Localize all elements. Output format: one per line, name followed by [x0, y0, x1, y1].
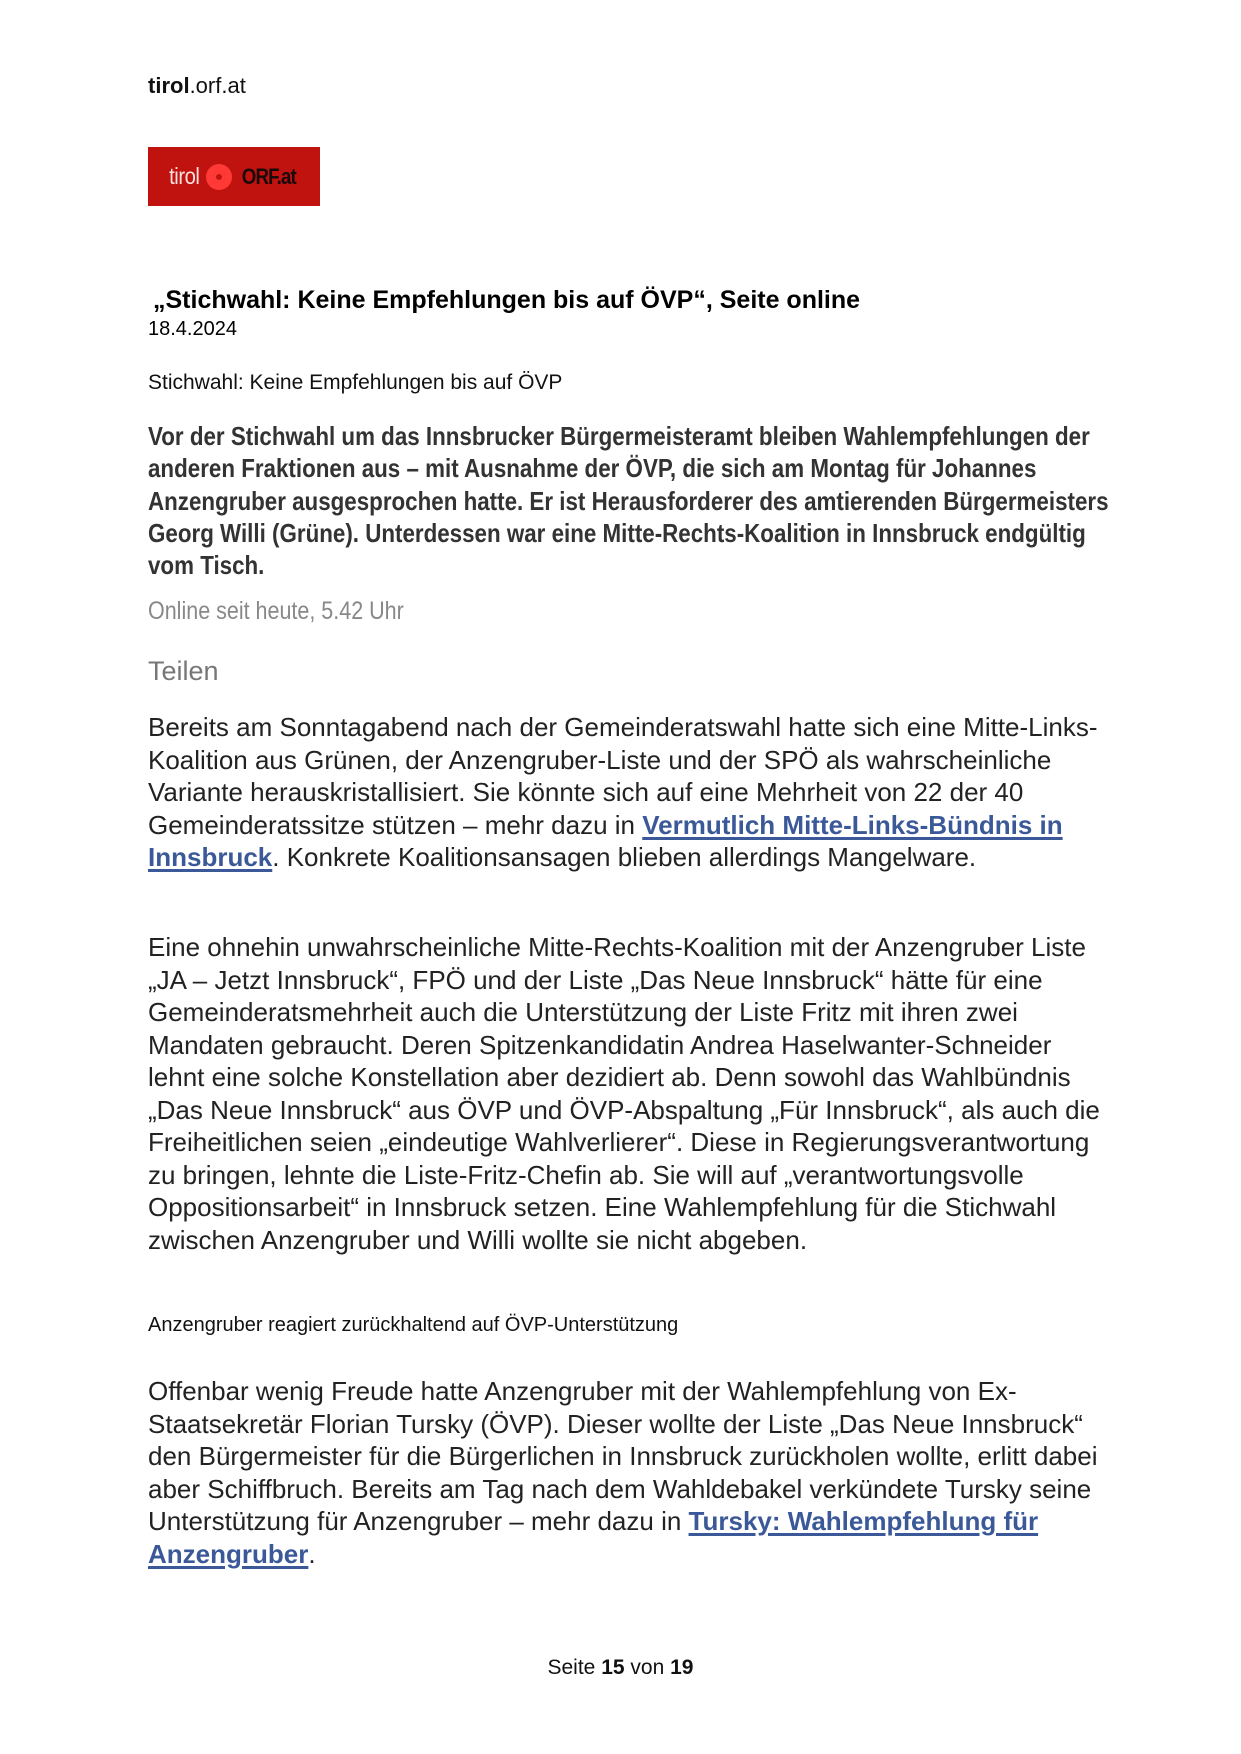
tirol-orf-logo: [148, 147, 320, 206]
footer-current-page: 15: [601, 1656, 625, 1679]
site-label-bold: tirol: [148, 73, 190, 98]
footer-of-word: von: [630, 1656, 665, 1679]
footer-total-pages: 19: [670, 1656, 694, 1679]
link-tursky-wahlempfehlung[interactable]: Tursky: Wahlempfehlung für Anzengruber: [148, 1506, 1039, 1569]
paragraph-2: Eine ohnehin unwahrscheinliche Mitte-Rechts-Koalition mit der Anzengruber Liste „JA – Jetzt Innsbruck“, FPÖ und der Liste „Das Neue Innsbruck“ hätte für eine Gemeinderatsmehrheit auch die Unterstützung der Liste Fritz mit ihren zwei Mandaten gebraucht. Deren Spitzenkandidatin Andrea Haselwanter-Schneider lehnt eine solche Konstellation aber dezidiert ab. Denn sowohl das Wahlbündnis „Das Neue Innsbruck“ aus ÖVP und ÖVP-Abspaltung „Für Innsbruck“, als auch die Freiheitlichen seien „eindeutige Wahlverlierer“. Diese in Regierungsverantwortung zu bringen, lehnte die Liste-Fritz-Chefin ab. Sie will auf „verantwortungsvolle Oppositionsarbeit“ in Innsbruck setzen. Eine Wahlempfehlung für die Stichwahl zwischen Anzengruber und Willi wollte sie nicht abgeben.: [148, 932, 1100, 1255]
paragraph-1-text: Bereits am Sonntagabend nach der Gemeinderatswahl hatte sich eine Mitte-Links-Koalition aus Grünen, der Anzengruber-Liste und der SPÖ als wahrscheinliche Variante herauskristallisiert. Sie könnte sich auf eine Mehrheit von 22 der 40 Gemeinderatssitze stützen – mehr dazu in: [148, 712, 1098, 840]
share-button[interactable]: Teilen: [148, 656, 219, 686]
paragraph-3: [148, 1375, 1108, 1570]
document-date: 18.4.2024: [148, 318, 237, 340]
link-mitte-links-buendnis[interactable]: Vermutlich Mitte-Links-Bündnis in Innsbruck: [148, 809, 1063, 872]
article-lead: Vor der Stichwahl um das Innsbrucker Bürgermeisteramt bleiben Wahlempfehlungen der anderen Fraktionen aus – mit Ausnahme der ÖVP, die sich am Montag für Johannes Anzengruber ausgesprochen hatte. Er ist Herausforderer des amtierenden Bürgermeisters Georg Willi (Grüne). Unterdessen war eine Mitte-Rechts-Koalition in Innsbruck endgültig vom Tisch.: [148, 421, 1109, 581]
online-since: Online seit heute, 5.42 Uhr: [148, 597, 404, 625]
logo-tirol-text: tirol: [168, 163, 200, 189]
page-footer: [0, 1656, 1241, 1680]
document-title: „Stichwahl: Keine Empfehlungen bis auf ÖVP“, Seite online: [153, 286, 861, 314]
logo-orf-text: ORF.at: [242, 163, 297, 189]
paragraph-1: [148, 711, 1108, 874]
section-heading: Anzengruber reagiert zurückhaltend auf ÖVP-Unterstützung: [148, 1314, 679, 1336]
site-label: [148, 73, 246, 99]
footer-page-word: Seite: [547, 1656, 596, 1679]
orf-ring-icon: [206, 164, 232, 190]
article-subtitle: Stichwahl: Keine Empfehlungen bis auf ÖVP: [148, 371, 563, 394]
paragraph-3-text: Offenbar wenig Freude hatte Anzengruber mit der Wahlempfehlung von Ex-Staatsekretär Florian Tursky (ÖVP). Dieser wollte der Liste „Das Neue Innsbruck“ den Bürgermeister für die Bürgerlichen in Innsbruck zurückholen wollte, erlitt dabei aber Schiffbruch. Bereits am Tag nach dem Wahldebakel verkündete Tursky seine Unterstützung für Anzengruber – mehr dazu in: [148, 1376, 1098, 1536]
site-label-rest: .orf.at: [189, 73, 246, 98]
paragraph-1-text-end: . Konkrete Koalitionsansagen blieben allerdings Mangelware.: [272, 842, 977, 872]
paragraph-3-text-end: .: [308, 1538, 316, 1569]
